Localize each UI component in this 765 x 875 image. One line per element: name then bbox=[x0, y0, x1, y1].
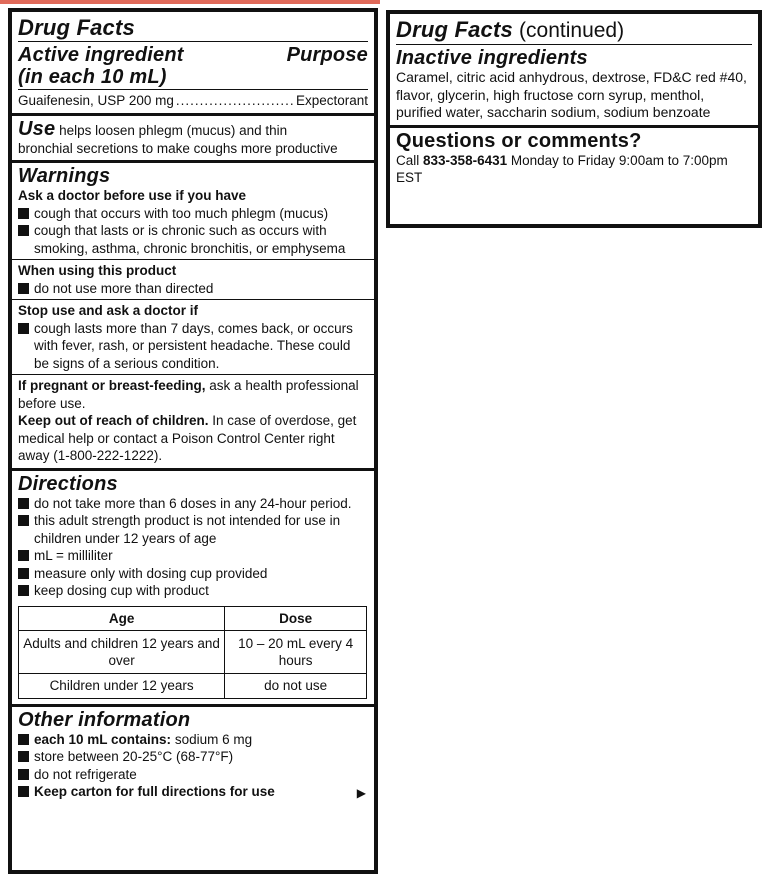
inactive-heading: Inactive ingredients bbox=[396, 47, 588, 69]
dose-cell: 10 – 20 mL every 4 hours bbox=[225, 630, 367, 673]
active-rule bbox=[18, 89, 368, 90]
age-cell: Children under 12 years bbox=[19, 673, 225, 698]
phone-number: 833-358-6431 bbox=[423, 152, 508, 168]
direction-item: measure only with dosing cup provided bbox=[34, 565, 268, 581]
pregnancy-subsection bbox=[12, 374, 374, 465]
list-item bbox=[18, 783, 368, 801]
storage-text: store between 20-25°C (68-77°F) bbox=[34, 749, 234, 764]
bullet-icon bbox=[18, 515, 29, 526]
stop-use-subsection bbox=[12, 299, 374, 372]
list-item bbox=[18, 748, 368, 766]
top-color-strip bbox=[0, 0, 380, 4]
bullet-icon bbox=[18, 550, 29, 561]
list-item bbox=[18, 582, 368, 600]
drug-facts-title: Drug Facts bbox=[18, 15, 135, 40]
when-using-heading: When using this product bbox=[18, 263, 177, 278]
dose-cell: do not use bbox=[225, 673, 367, 698]
continued-rule bbox=[396, 44, 752, 45]
list-item bbox=[18, 547, 368, 565]
dose-column-header: Dose bbox=[225, 606, 367, 630]
list-item bbox=[18, 766, 368, 784]
bullet-icon bbox=[18, 751, 29, 762]
keep-out-body: In case of overdose, get medical help or contact a Poison Control Center right away (1-800-222-1222). bbox=[18, 413, 357, 463]
table-row bbox=[19, 630, 367, 673]
bullet-icon bbox=[18, 585, 29, 596]
table-row bbox=[19, 673, 367, 698]
active-ingredient-heading: Active ingredient bbox=[18, 44, 184, 66]
call-label: Call bbox=[396, 152, 420, 168]
direction-item: do not take more than 6 doses in any 24-hour period. bbox=[34, 495, 352, 511]
bullet-icon bbox=[18, 568, 29, 579]
title-section bbox=[12, 14, 374, 116]
bullet-icon bbox=[18, 323, 29, 334]
purpose-heading: Purpose bbox=[286, 44, 368, 66]
drug-facts-panel bbox=[8, 8, 378, 874]
list-item bbox=[18, 222, 368, 257]
bullet-icon bbox=[18, 498, 29, 509]
sodium-bold: each 10 mL contains: bbox=[34, 731, 172, 747]
bullet-icon bbox=[18, 283, 29, 294]
list-item bbox=[18, 320, 368, 373]
ingredient-row bbox=[18, 92, 368, 110]
stop-item: cough lasts more than 7 days, comes back, or occurs with fever, rash, or persistent headache. These could be signs of a serious condition. bbox=[34, 320, 353, 371]
other-information-section bbox=[12, 707, 374, 804]
warnings-section bbox=[12, 163, 374, 471]
age-cell: Adults and children 12 years and over bbox=[19, 630, 225, 673]
bullet-icon bbox=[18, 769, 29, 780]
keep-out-bold: Keep out of reach of children. bbox=[18, 413, 209, 428]
arrow-right-icon: ▶ bbox=[356, 786, 366, 800]
active-heading-row bbox=[18, 44, 368, 66]
continued-title-normal: (continued) bbox=[519, 19, 625, 42]
use-text-line1: helps loosen phlegm (mucus) and thin bbox=[59, 122, 288, 138]
drug-facts-continued-panel bbox=[386, 10, 762, 228]
keep-carton-text: Keep carton for full directions for use bbox=[34, 784, 275, 799]
direction-item: this adult strength product is not intended for use in children under 12 years of age bbox=[34, 513, 341, 546]
hours-text: Monday to Friday 9:00am to 7:00pm EST bbox=[396, 152, 728, 185]
inactive-section bbox=[390, 16, 758, 128]
ingredient-name: Guaifenesin, USP 200 mg bbox=[18, 93, 174, 108]
use-heading: Use bbox=[18, 117, 56, 140]
keep-out-text bbox=[18, 412, 368, 465]
continued-title-bold: Drug Facts bbox=[396, 17, 513, 42]
use-text-line2: bronchial secretions to make coughs more productive bbox=[18, 140, 338, 156]
stop-use-heading: Stop use and ask a doctor if bbox=[18, 303, 199, 318]
other-info-heading: Other information bbox=[18, 708, 191, 731]
use-text-block bbox=[18, 118, 368, 158]
bullet-icon bbox=[18, 786, 29, 797]
when-using-subsection bbox=[12, 259, 374, 297]
bullet-icon bbox=[18, 225, 29, 236]
pregnancy-bold: If pregnant or breast-feeding, bbox=[18, 378, 206, 393]
directions-section bbox=[12, 471, 374, 707]
leader-dots bbox=[176, 92, 294, 110]
ask-item: cough that lasts or is chronic such as occurs with smoking, asthma, chronic bronchitis, or emphysema bbox=[34, 223, 346, 256]
bullet-icon bbox=[18, 208, 29, 219]
questions-heading: Questions or comments? bbox=[396, 129, 642, 152]
pregnancy-text bbox=[18, 377, 368, 412]
list-item bbox=[18, 512, 368, 547]
use-section bbox=[12, 116, 374, 164]
sodium-text: sodium 6 mg bbox=[174, 731, 253, 747]
title-rule bbox=[18, 41, 368, 42]
table-header-row bbox=[19, 606, 367, 630]
list-item bbox=[18, 205, 368, 223]
bullet-icon bbox=[18, 734, 29, 745]
directions-heading: Directions bbox=[18, 472, 118, 495]
direction-item: mL = milliliter bbox=[34, 548, 113, 563]
questions-section bbox=[390, 128, 758, 190]
ask-doctor-heading: Ask a doctor before use if you have bbox=[18, 188, 247, 203]
inactive-text: Caramel, citric acid anhydrous, dextrose, FD&C red #40, flavor, glycerin, high fructose corn syrup, menthol, purified water, saccharin sodium, sodium benzoate bbox=[396, 69, 747, 120]
questions-text bbox=[396, 152, 752, 187]
warnings-heading: Warnings bbox=[18, 165, 111, 187]
continued-title bbox=[396, 18, 752, 43]
list-item bbox=[18, 280, 368, 298]
age-column-header: Age bbox=[19, 606, 225, 630]
list-item bbox=[18, 731, 368, 749]
direction-item: keep dosing cup with product bbox=[34, 583, 209, 598]
other-item-1 bbox=[34, 731, 252, 749]
list-item bbox=[18, 565, 368, 583]
ingredient-purpose: Expectorant bbox=[295, 93, 368, 108]
dosage-table bbox=[18, 606, 367, 699]
list-item bbox=[18, 495, 368, 513]
active-ingredient-subheading: (in each 10 mL) bbox=[18, 66, 167, 88]
pregnancy-body: ask a health professional before use. bbox=[18, 378, 359, 411]
ask-item: cough that occurs with too much phlegm (mucus) bbox=[34, 205, 329, 221]
when-item: do not use more than directed bbox=[34, 280, 214, 296]
refrigerate-text: do not refrigerate bbox=[34, 766, 137, 782]
